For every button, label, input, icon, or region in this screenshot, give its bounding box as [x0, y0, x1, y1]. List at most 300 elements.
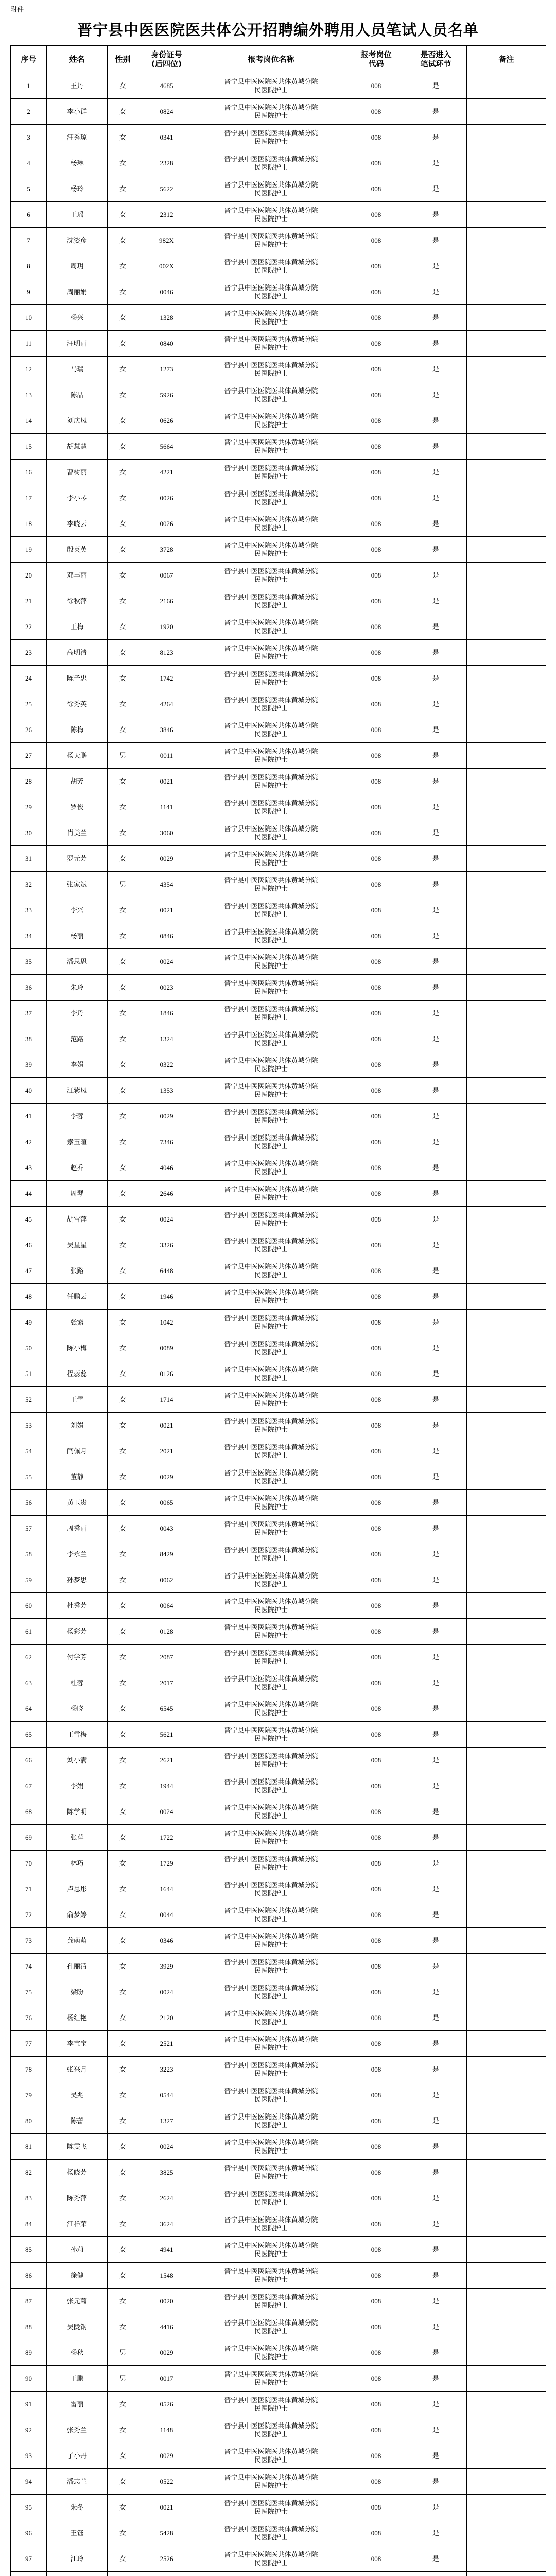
row-id-last4: 2021	[138, 1438, 195, 1464]
table-row	[11, 1670, 546, 1696]
row-position: 晋宁县中医医院医共体黄城分院 民医院护士	[195, 743, 348, 769]
row-remark	[467, 1052, 546, 1078]
row-position-code: 008	[348, 2005, 405, 2031]
row-position: 晋宁县中医医院医共体黄城分院 民医院护士	[195, 1954, 348, 1979]
row-gender: 女	[108, 563, 138, 588]
row-id-last4: 4416	[138, 2314, 195, 2340]
row-position-code: 008	[348, 2289, 405, 2314]
row-written-test: 是	[405, 1876, 467, 1902]
row-id-last4: 2312	[138, 202, 195, 228]
row-position-code: 008	[348, 408, 405, 434]
row-position: 晋宁县中医医院医共体黄城分院 民医院护士	[195, 2340, 348, 2366]
row-remark	[467, 253, 546, 279]
row-name: 汪秀琼	[47, 125, 108, 150]
row-written-test: 是	[405, 1438, 467, 1464]
row-index: 46	[11, 1232, 47, 1258]
table-row	[11, 1619, 546, 1645]
row-name: 杨琳	[47, 150, 108, 176]
row-position: 晋宁县中医医院医共体黄城分院 民医院护士	[195, 2211, 348, 2237]
row-remark	[467, 150, 546, 176]
row-gender: 女	[108, 2314, 138, 2340]
row-written-test: 是	[405, 794, 467, 820]
row-position: 晋宁县中医医院医共体黄城分院 民医院护士	[195, 846, 348, 872]
row-index: 4	[11, 150, 47, 176]
row-gender: 女	[108, 1928, 138, 1954]
row-position-code: 008	[348, 228, 405, 253]
row-name: 朱冬	[47, 2495, 108, 2520]
row-gender: 女	[108, 73, 138, 99]
row-position-code: 008	[348, 1129, 405, 1155]
row-name: 付学芳	[47, 1645, 108, 1670]
table-row	[11, 2160, 546, 2185]
row-gender: 女	[108, 2443, 138, 2469]
row-name: 周琴	[47, 1181, 108, 1207]
table-row	[11, 975, 546, 1001]
row-index: 80	[11, 2108, 47, 2134]
row-id-last4: 7346	[138, 1129, 195, 1155]
row-id-last4: 0011	[138, 743, 195, 769]
row-remark	[467, 1129, 546, 1155]
row-position-code: 008	[348, 2495, 405, 2520]
row-gender: 女	[108, 1825, 138, 1851]
row-name: 张秀兰	[47, 2417, 108, 2443]
row-id-last4: 0026	[138, 485, 195, 511]
row-id-last4: 1353	[138, 1078, 195, 1104]
row-name: 龚萌萌	[47, 1928, 108, 1954]
row-index: 76	[11, 2005, 47, 2031]
row-written-test: 是	[405, 2263, 467, 2289]
row-name: 梁盼	[47, 1979, 108, 2005]
row-position: 晋宁县中医医院医共体黄城分院 民医院护士	[195, 1361, 348, 1387]
row-gender: 女	[108, 1155, 138, 1181]
table-row	[11, 99, 546, 125]
row-written-test: 是	[405, 1464, 467, 1490]
row-written-test: 是	[405, 1310, 467, 1335]
row-position-code: 008	[348, 1464, 405, 1490]
row-index: 69	[11, 1825, 47, 1851]
row-written-test: 是	[405, 743, 467, 769]
row-gender: 女	[108, 1799, 138, 1825]
row-name: 孔丽清	[47, 1954, 108, 1979]
row-position-code: 008	[348, 1567, 405, 1593]
row-position-code: 008	[348, 434, 405, 460]
row-position-code: 008	[348, 150, 405, 176]
row-index: 56	[11, 1490, 47, 1516]
row-name: 杜蓉	[47, 1670, 108, 1696]
row-remark	[467, 1310, 546, 1335]
row-id-last4: 0021	[138, 769, 195, 794]
table-row	[11, 1541, 546, 1567]
row-gender: 女	[108, 1954, 138, 1979]
row-gender: 女	[108, 820, 138, 846]
row-remark	[467, 1567, 546, 1593]
row-gender: 女	[108, 1129, 138, 1155]
row-gender: 女	[108, 511, 138, 537]
row-gender: 女	[108, 1232, 138, 1258]
table-row	[11, 846, 546, 872]
row-gender: 女	[108, 2546, 138, 2572]
row-id-last4: 1846	[138, 1001, 195, 1026]
row-position-code: 008	[348, 1516, 405, 1541]
row-position-code: 008	[348, 1851, 405, 1876]
row-name: 李娟	[47, 1052, 108, 1078]
row-name: 高明清	[47, 640, 108, 666]
row-remark	[467, 125, 546, 150]
row-position: 晋宁县中医医院医共体黄城分院 民医院护士	[195, 73, 348, 99]
row-position-code: 008	[348, 2057, 405, 2082]
table-row	[11, 1284, 546, 1310]
row-id-last4: 0626	[138, 408, 195, 434]
row-remark	[467, 2185, 546, 2211]
row-id-last4: 0046	[138, 279, 195, 305]
row-remark	[467, 511, 546, 537]
row-index: 27	[11, 743, 47, 769]
row-remark	[467, 794, 546, 820]
row-id-last4: 0840	[138, 331, 195, 357]
row-written-test: 是	[405, 1902, 467, 1928]
row-id-last4: 1548	[138, 2263, 195, 2289]
row-index: 49	[11, 1310, 47, 1335]
table-row	[11, 1104, 546, 1129]
row-index: 85	[11, 2237, 47, 2263]
row-position-code: 008	[348, 563, 405, 588]
row-index: 64	[11, 1696, 47, 1722]
table-row	[11, 2314, 546, 2340]
row-position: 晋宁县中医医院医共体黄城分院 民医院护士	[195, 1799, 348, 1825]
table-row	[11, 1232, 546, 1258]
row-id-last4: 1729	[138, 1851, 195, 1876]
row-name: 董静	[47, 1464, 108, 1490]
row-name: 杨丽	[47, 923, 108, 949]
row-remark	[467, 1799, 546, 1825]
row-index: 61	[11, 1619, 47, 1645]
row-index: 96	[11, 2520, 47, 2546]
row-id-last4: 4264	[138, 691, 195, 717]
row-remark	[467, 73, 546, 99]
row-index: 55	[11, 1464, 47, 1490]
row-position: 晋宁县中医医院医共体黄城分院 民医院护士	[195, 150, 348, 176]
candidate-table	[10, 45, 546, 2576]
row-position-code: 008	[348, 717, 405, 743]
row-index: 89	[11, 2340, 47, 2366]
row-id-last4: 0544	[138, 2082, 195, 2108]
row-name: 徐秀英	[47, 691, 108, 717]
row-gender: 女	[108, 2134, 138, 2160]
row-name: 潘思思	[47, 949, 108, 975]
row-name: 沈姿彦	[47, 228, 108, 253]
table-row	[11, 2005, 546, 2031]
row-remark	[467, 434, 546, 460]
row-written-test: 是	[405, 1413, 467, 1438]
row-name: 林巧	[47, 1851, 108, 1876]
row-remark	[467, 1722, 546, 1748]
row-gender: 女	[108, 1773, 138, 1799]
row-name: 王雪梅	[47, 1722, 108, 1748]
row-index: 84	[11, 2211, 47, 2237]
row-name: 杨晓	[47, 1696, 108, 1722]
row-gender: 女	[108, 717, 138, 743]
row-written-test: 是	[405, 1078, 467, 1104]
row-position-code: 008	[348, 1928, 405, 1954]
row-gender: 女	[108, 923, 138, 949]
row-id-last4: 2526	[138, 2546, 195, 2572]
row-name: 吴星星	[47, 1232, 108, 1258]
row-name: 朱玲	[47, 975, 108, 1001]
row-position-code: 008	[348, 279, 405, 305]
row-written-test: 是	[405, 1567, 467, 1593]
row-index: 47	[11, 1258, 47, 1284]
row-gender: 女	[108, 1284, 138, 1310]
row-index: 97	[11, 2546, 47, 2572]
row-position: 晋宁县中医医院医共体黄城分院 民医院护士	[195, 1413, 348, 1438]
row-written-test: 是	[405, 1748, 467, 1773]
row-position: 晋宁县中医医院医共体黄城分院 民医院护士	[195, 872, 348, 897]
row-position-code: 008	[348, 2469, 405, 2495]
row-position-code: 008	[348, 1696, 405, 1722]
row-gender: 女	[108, 1361, 138, 1387]
row-position: 晋宁县中医医院医共体黄城分院 民医院护士	[195, 897, 348, 923]
row-written-test: 是	[405, 1619, 467, 1645]
row-gender: 女	[108, 2031, 138, 2057]
row-position: 晋宁县中医医院医共体黄城分院 民医院护士	[195, 2546, 348, 2572]
row-id-last4: 4354	[138, 872, 195, 897]
row-position: 晋宁县中医医院医共体黄城分院 民医院护士	[195, 434, 348, 460]
row-written-test: 是	[405, 1696, 467, 1722]
row-id-last4: 3624	[138, 2211, 195, 2237]
row-name: 陈小梅	[47, 1335, 108, 1361]
row-position-code: 008	[348, 1722, 405, 1748]
row-written-test: 是	[405, 1129, 467, 1155]
row-id-last4: 2646	[138, 1181, 195, 1207]
row-index: 25	[11, 691, 47, 717]
row-position: 晋宁县中医医院医共体黄城分院 民医院护士	[195, 640, 348, 666]
table-row	[11, 1567, 546, 1593]
row-position-code: 008	[348, 1155, 405, 1181]
row-position: 晋宁县中医医院医共体黄城分院 民医院护士	[195, 2108, 348, 2134]
row-name: 李娟	[47, 1773, 108, 1799]
row-written-test: 是	[405, 2108, 467, 2134]
row-written-test: 是	[405, 2417, 467, 2443]
row-written-test: 是	[405, 2005, 467, 2031]
row-gender: 女	[108, 2289, 138, 2314]
table-row	[11, 666, 546, 691]
row-remark	[467, 305, 546, 331]
row-id-last4: 4941	[138, 2237, 195, 2263]
attachment-label: 附件	[10, 6, 24, 14]
row-remark	[467, 1619, 546, 1645]
row-position: 晋宁县中医医院医共体黄城分院 民医院护士	[195, 2520, 348, 2546]
row-position: 晋宁县中医医院医共体黄城分院 民医院护士	[195, 1284, 348, 1310]
row-position-code: 008	[348, 1104, 405, 1129]
row-index: 94	[11, 2469, 47, 2495]
table-row	[11, 1207, 546, 1232]
row-index: 13	[11, 382, 47, 408]
row-position: 晋宁县中医医院医共体黄城分院 民医院护士	[195, 2237, 348, 2263]
table-row	[11, 640, 546, 666]
row-index: 26	[11, 717, 47, 743]
row-name: 罗俊	[47, 794, 108, 820]
row-index: 14	[11, 408, 47, 434]
row-gender: 女	[108, 305, 138, 331]
table-row	[11, 1954, 546, 1979]
row-index: 5	[11, 176, 47, 202]
row-written-test: 是	[405, 2340, 467, 2366]
row-position-code: 008	[348, 2443, 405, 2469]
table-row	[11, 434, 546, 460]
row-written-test	[405, 2572, 467, 2576]
row-written-test: 是	[405, 2211, 467, 2237]
row-position: 晋宁县中医医院医共体黄城分院 民医院护士	[195, 1490, 348, 1516]
row-id-last4: 0846	[138, 923, 195, 949]
row-written-test: 是	[405, 1722, 467, 1748]
row-gender: 女	[108, 1335, 138, 1361]
row-name: 汪明丽	[47, 331, 108, 357]
row-gender: 女	[108, 2392, 138, 2417]
table-row	[11, 511, 546, 537]
table-row	[11, 2417, 546, 2443]
row-name: 李兴	[47, 897, 108, 923]
row-index: 95	[11, 2495, 47, 2520]
row-written-test: 是	[405, 2134, 467, 2160]
row-written-test: 是	[405, 2366, 467, 2392]
row-name: 杜秀芳	[47, 1593, 108, 1619]
row-remark	[467, 2314, 546, 2340]
row-gender: 女	[108, 2495, 138, 2520]
row-position: 晋宁县中医医院医共体黄城分院 民医院护士	[195, 537, 348, 563]
row-position: 晋宁县中医医院医共体黄城分院 民医院护士	[195, 382, 348, 408]
row-position: 晋宁县中医医院医共体黄城分院 民医院护士	[195, 2314, 348, 2340]
row-position-code: 008	[348, 691, 405, 717]
row-id-last4: 1141	[138, 794, 195, 820]
row-id-last4: 8123	[138, 640, 195, 666]
row-remark	[467, 1335, 546, 1361]
row-remark	[467, 1954, 546, 1979]
row-gender: 女	[108, 150, 138, 176]
row-index: 34	[11, 923, 47, 949]
row-id-last4: 2017	[138, 1670, 195, 1696]
row-index: 63	[11, 1670, 47, 1696]
row-id-last4: 5926	[138, 382, 195, 408]
row-remark	[467, 357, 546, 382]
table-row	[11, 1387, 546, 1413]
row-written-test: 是	[405, 1670, 467, 1696]
row-gender: 女	[108, 975, 138, 1001]
row-gender: 女	[108, 2160, 138, 2185]
row-id-last4: 2166	[138, 588, 195, 614]
row-id-last4: 1644	[138, 1876, 195, 1902]
row-position-code: 008	[348, 1773, 405, 1799]
row-position: 晋宁县中医医院医共体黄城分院 民医院护士	[195, 666, 348, 691]
row-remark	[467, 1979, 546, 2005]
row-name: 杨秋	[47, 2340, 108, 2366]
row-position-code: 008	[348, 357, 405, 382]
row-name: 索玉暄	[47, 1129, 108, 1155]
row-written-test: 是	[405, 846, 467, 872]
row-index: 33	[11, 897, 47, 923]
row-gender: 女	[108, 1516, 138, 1541]
row-index: 79	[11, 2082, 47, 2108]
row-position-code: 008	[348, 2546, 405, 2572]
row-remark	[467, 923, 546, 949]
row-written-test: 是	[405, 1645, 467, 1670]
table-row	[11, 2546, 546, 2572]
row-index: 58	[11, 1541, 47, 1567]
row-name: 肖美兰	[47, 820, 108, 846]
row-position-code: 008	[348, 872, 405, 897]
table-row	[11, 1902, 546, 1928]
row-index: 75	[11, 1979, 47, 2005]
table-row	[11, 743, 546, 769]
row-gender: 女	[108, 279, 138, 305]
row-position-code: 008	[348, 1541, 405, 1567]
row-remark	[467, 1541, 546, 1567]
row-position: 晋宁县中医医院医共体黄城分院 民医院护士	[195, 460, 348, 485]
row-written-test: 是	[405, 1258, 467, 1284]
row-name: 刘娟	[47, 1413, 108, 1438]
row-position: 晋宁县中医医院医共体黄城分院 民医院护士	[195, 1979, 348, 2005]
row-position: 晋宁县中医医院医共体黄城分院 民医院护士	[195, 2495, 348, 2520]
row-name: 孙莉	[47, 2237, 108, 2263]
row-gender: 女	[108, 794, 138, 820]
row-gender: 女	[108, 897, 138, 923]
row-position: 晋宁县中医医院医共体黄城分院 民医院护士	[195, 1104, 348, 1129]
row-position: 晋宁县中医医院医共体黄城分院 民医院护士	[195, 1387, 348, 1413]
row-written-test: 是	[405, 1001, 467, 1026]
row-position-code: 008	[348, 2520, 405, 2546]
row-written-test: 是	[405, 73, 467, 99]
row-position-code: 008	[348, 2211, 405, 2237]
row-name	[47, 2572, 108, 2576]
row-position: 晋宁县中医医院医共体黄城分院 民医院护士	[195, 1541, 348, 1567]
row-id-last4: 2328	[138, 150, 195, 176]
row-name: 曹树丽	[47, 460, 108, 485]
row-position: 晋宁县中医医院医共体黄城分院 民医院护士	[195, 1619, 348, 1645]
row-id-last4: 4046	[138, 1155, 195, 1181]
row-index: 40	[11, 1078, 47, 1104]
row-gender: 女	[108, 2057, 138, 2082]
row-id-last4: 0017	[138, 2366, 195, 2392]
row-position-code: 008	[348, 99, 405, 125]
row-remark	[467, 2366, 546, 2392]
col-header-index: 序号	[11, 46, 47, 73]
table-row	[11, 1413, 546, 1438]
row-written-test: 是	[405, 176, 467, 202]
table-row	[11, 228, 546, 253]
row-position: 晋宁县中医医院医共体黄城分院 民医院护士	[195, 99, 348, 125]
row-position-code: 008	[348, 949, 405, 975]
row-written-test: 是	[405, 511, 467, 537]
row-position-code: 008	[348, 2263, 405, 2289]
row-remark	[467, 2572, 546, 2576]
row-written-test: 是	[405, 2520, 467, 2546]
row-index: 59	[11, 1567, 47, 1593]
row-position: 晋宁县中医医院医共体黄城分院 民医院护士	[195, 1516, 348, 1541]
row-written-test: 是	[405, 2443, 467, 2469]
row-name: 陈梅	[47, 717, 108, 743]
row-remark	[467, 2392, 546, 2417]
row-position-code: 008	[348, 73, 405, 99]
row-position-code: 008	[348, 2366, 405, 2392]
row-remark	[467, 279, 546, 305]
row-remark	[467, 1387, 546, 1413]
row-position: 晋宁县中医医院医共体黄城分院 民医院护士	[195, 357, 348, 382]
row-id-last4: 002X	[138, 253, 195, 279]
row-position-code: 008	[348, 2314, 405, 2340]
row-index: 35	[11, 949, 47, 975]
row-remark	[467, 1670, 546, 1696]
row-index: 8	[11, 253, 47, 279]
row-id-last4: 0021	[138, 897, 195, 923]
